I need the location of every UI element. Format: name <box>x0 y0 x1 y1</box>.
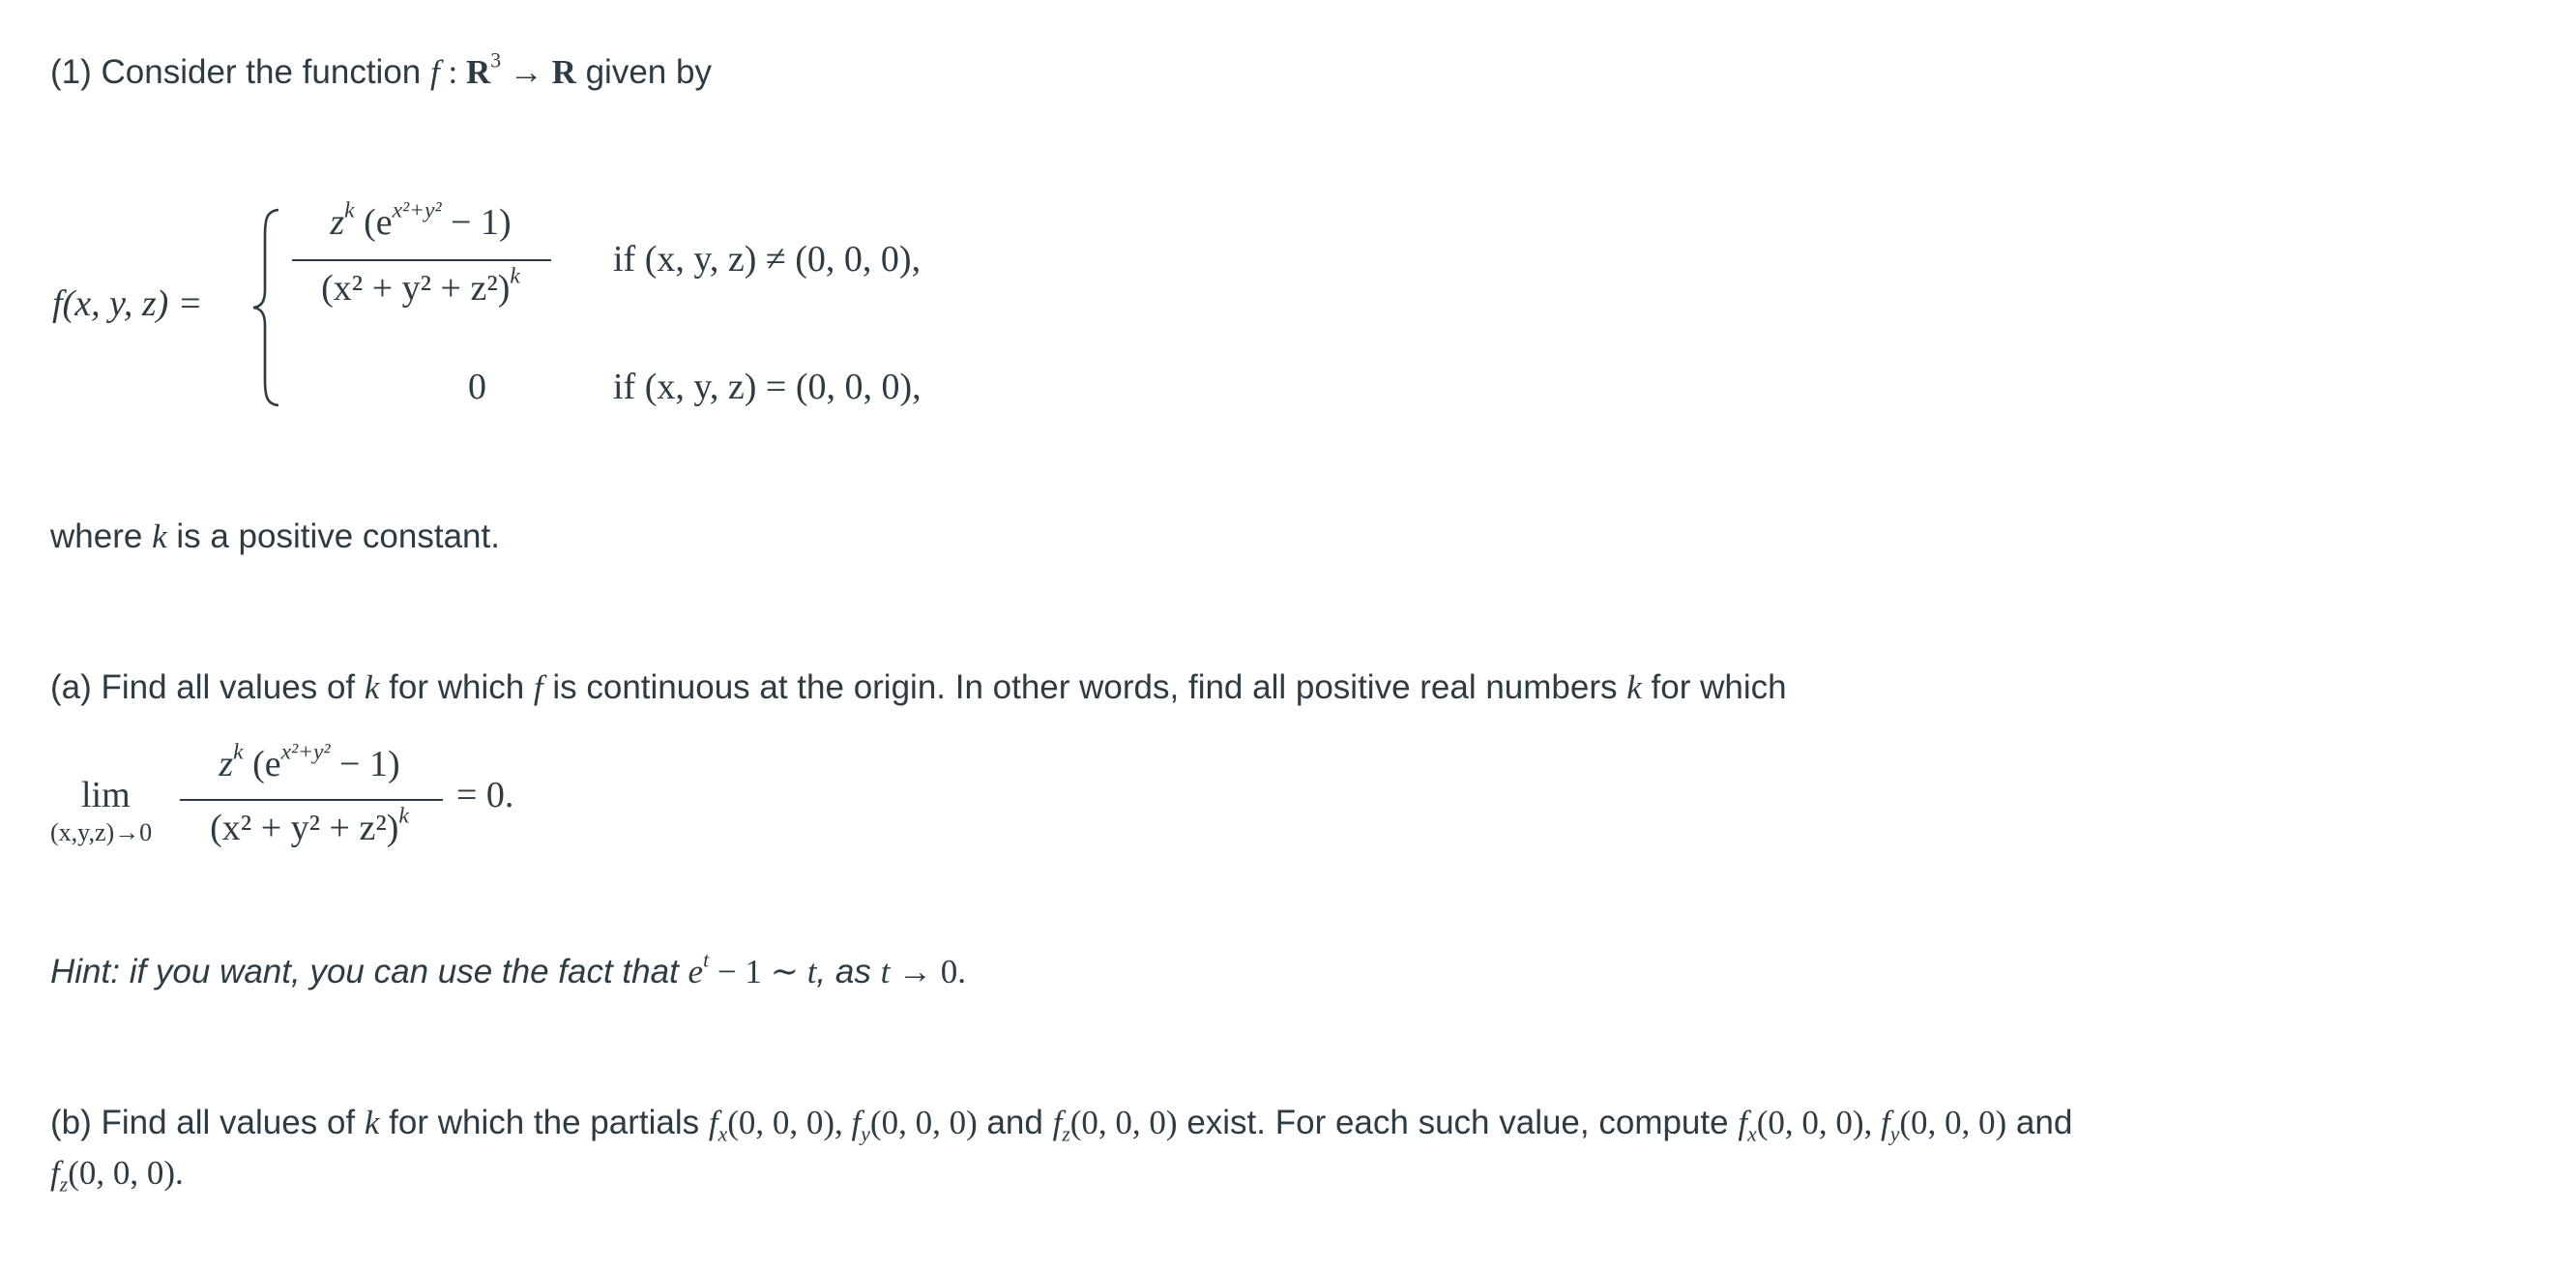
intro-line <box>50 48 712 93</box>
func-codomain: R <box>551 53 576 91</box>
intro-prefix: (1) Consider the function <box>50 53 430 91</box>
func-name: f <box>429 53 440 91</box>
limit-equals: = 0. <box>456 775 514 815</box>
func-domain: R <box>465 53 491 91</box>
case1-condition: if (x, y, z) ≠ (0, 0, 0), <box>613 239 922 280</box>
hint-line: Hint: if you want, you can use the fact that $e^t - 1$ ∼ t, as t → 0. <box>50 948 967 990</box>
piecewise-lhs: f(x, y, z) = <box>52 283 203 324</box>
limit-numerator: $z^k$ $(e^{x^2+y^2} - 1)$ <box>219 739 400 784</box>
case1-fraction-bar <box>292 259 551 261</box>
where-line: where k is a positive constant. <box>50 517 500 555</box>
limit-subscript: (x,y,z)→0 <box>50 818 153 846</box>
case1-numerator: $z^k$ $(e^{x^2+y^2} - 1)$ <box>330 197 512 243</box>
part-b-line-2: $f_z(0$, 0, 0). <box>50 1154 184 1197</box>
part-a-line: (a) Find all values of k for which f is continuous at the origin. In other words, find all positive real numbers k for which <box>50 668 1787 706</box>
left-brace-icon <box>249 207 284 408</box>
func-colon: : <box>439 53 466 91</box>
limit-lim: lim <box>81 775 131 815</box>
intro-suffix: given by <box>575 53 712 91</box>
part-b-line-1: (b) Find all values of k for which the partials $f_x(0$, 0, 0), $f_y(0$, 0, 0) and $f_z(0$, 0, 0) exist. For each such value, compute $f_x(0$, 0, 0), $f_y(0$, 0, 0) and <box>50 1104 2073 1146</box>
func-domain-exp: 3 <box>490 48 502 73</box>
case1-denominator: $(x^2 + y^2 + z^2)^k$ <box>321 263 520 309</box>
limit-fraction-bar <box>180 799 443 801</box>
case2-value: 0 <box>468 367 486 407</box>
case2-condition: if (x, y, z) = (0, 0, 0), <box>613 367 922 407</box>
limit-denominator: $(x^2 + y^2 + z^2)^k$ <box>210 803 409 848</box>
func-arrow: → <box>501 53 552 91</box>
